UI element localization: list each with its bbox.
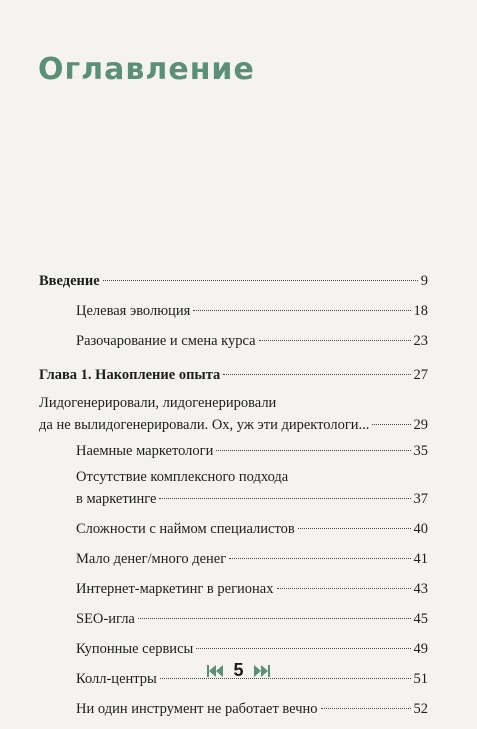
dot-leader (229, 558, 410, 559)
toc-page-number: 49 (413, 641, 428, 657)
toc-entry-lead[interactable] (39, 392, 428, 436)
dot-leader (372, 424, 410, 425)
toc-page-number: 51 (413, 671, 428, 687)
dot-leader (259, 340, 411, 341)
dot-leader (196, 648, 410, 649)
toc-page-number: 27 (413, 367, 428, 383)
toc-page-number: 45 (413, 611, 428, 627)
toc-page-number: 29 (413, 417, 428, 433)
toc-entry[interactable] (39, 548, 428, 570)
dot-leader (103, 280, 418, 281)
toc-entry-title-line: Отсутствие комплексного подхода (76, 469, 289, 485)
dot-leader (138, 618, 411, 619)
toc-entry-title: Мало денег/много денег (76, 551, 227, 567)
dot-leader (321, 708, 411, 709)
toc-page-number: 41 (413, 551, 428, 567)
toc-entry-title: Введение (39, 273, 100, 289)
rewind-icon[interactable] (207, 664, 223, 678)
toc-entry-title: Наемные маркетологи (76, 443, 214, 459)
toc-entry[interactable] (39, 300, 428, 322)
toc-entry[interactable] (39, 330, 428, 352)
table-of-contents (39, 270, 428, 720)
dot-leader (216, 450, 410, 451)
toc-page-number: 37 (413, 491, 428, 507)
toc-entry-title: Колл-центры (76, 671, 157, 687)
dot-leader (159, 498, 410, 499)
toc-entry[interactable] (39, 518, 428, 540)
toc-entry-title: SEO-игла (76, 611, 135, 627)
toc-entry-title: Разочарование и смена курса (76, 333, 256, 349)
toc-page-number: 52 (413, 701, 428, 717)
dot-leader (277, 588, 411, 589)
page-number: 5 (233, 660, 244, 680)
toc-page-number: 40 (413, 521, 428, 537)
toc-entry[interactable] (39, 638, 428, 660)
toc-page-number: 43 (413, 581, 428, 597)
page-title: Оглавление (38, 52, 255, 87)
toc-entry-intro[interactable] (39, 270, 428, 292)
toc-entry-title-line: в маркетинге (76, 491, 157, 507)
toc-entry-title: Целевая эволюция (76, 303, 191, 319)
dot-leader (298, 528, 411, 529)
dot-leader (223, 374, 410, 375)
dot-leader (193, 310, 410, 311)
toc-entry-title: Сложности с наймом специалистов (76, 521, 295, 537)
toc-entry-chapter-1[interactable] (39, 364, 428, 386)
toc-entry-title-line: да не вылидогенерировали. Ох, уж эти директологи... (39, 417, 370, 433)
toc-entry[interactable] (39, 578, 428, 600)
toc-page-number: 18 (413, 303, 428, 319)
toc-entry-title: Глава 1. Накопление опыта (39, 367, 221, 383)
page-navigation (0, 660, 477, 681)
toc-entry[interactable] (39, 440, 428, 462)
toc-page-number: 35 (413, 443, 428, 459)
toc-entry-title: Купонные сервисы (76, 641, 194, 657)
toc-entry-title: Ни один инструмент не работает вечно (76, 701, 318, 717)
toc-entry-title-line: Лидогенерировали, лидогенерировали (39, 395, 277, 411)
toc-page-number: 9 (420, 273, 428, 289)
fast-forward-icon[interactable] (254, 664, 270, 678)
toc-entry[interactable] (39, 608, 428, 630)
toc-entry[interactable] (39, 698, 428, 720)
toc-entry-title: Интернет-маркетинг в регионах (76, 581, 274, 597)
toc-page-number: 23 (413, 333, 428, 349)
toc-entry[interactable] (39, 466, 428, 510)
